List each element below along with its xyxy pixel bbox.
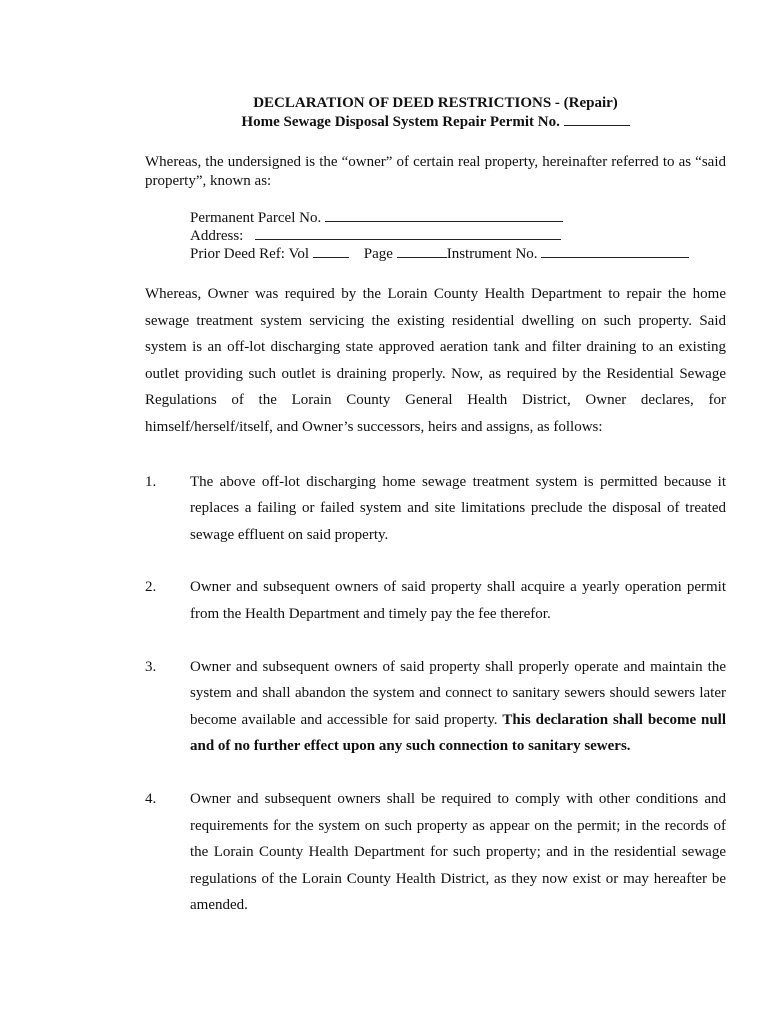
parcel-number-field[interactable] (325, 209, 563, 222)
deed-row (190, 245, 726, 263)
instrument-label: Instrument No. (446, 246, 538, 262)
page-field[interactable] (397, 245, 447, 258)
permit-label: Home Sewage Disposal System Repair Permit No. (241, 114, 560, 130)
document-title (145, 94, 726, 132)
title-line-1: DECLARATION OF DEED RESTRICTIONS - (Repair) (253, 95, 618, 111)
list-item (145, 654, 726, 760)
item-text-container (190, 654, 726, 760)
item-text: Owner and subsequent owners shall be required to comply with other conditions and requirements for the system on such property as appear on the permit; in the records of the Lorain County Health Department for such property; and in the residential sewage regulations of the Lorain County Health District, as they now exist or may hereafter be amended. (190, 790, 726, 914)
list-item (145, 574, 726, 627)
item-number: 1. (145, 473, 157, 490)
list-item (145, 469, 726, 549)
item-text: Owner and subsequent owners of said property shall properly operate and maintain the system and shall abandon the system and connect to sanitary sewers should sewers later become available and accessible for said property. (190, 658, 726, 728)
parcel-row (190, 209, 726, 227)
item-number: 4. (145, 790, 157, 807)
intro-paragraph: Whereas, the undersigned is the “owner” of certain real property, hereinafter referred to as “said property”, known as: (145, 154, 726, 189)
address-field[interactable] (255, 227, 561, 240)
page-label: Page (363, 246, 393, 262)
title-line-2 (145, 113, 726, 132)
deed-vol-label: Prior Deed Ref: Vol (190, 246, 310, 262)
permit-number-field[interactable] (564, 113, 630, 126)
address-label: Address: (190, 228, 244, 244)
address-row (190, 227, 726, 245)
list-item (145, 786, 726, 919)
parcel-label: Permanent Parcel No. (190, 210, 322, 226)
item-bold-text: This declaration shall become null and of no further effect upon any such connection to sanitary sewers. (190, 711, 726, 755)
item-text: Owner and subsequent owners of said property shall acquire a yearly operation permit from the Health Department and timely pay the fee therefor. (190, 579, 726, 622)
item-text: The above off-lot discharging home sewage treatment system is permitted because it replaces a failing or failed system and site limitations preclude the disposal of treated sewage effluent on said property. (190, 473, 726, 543)
item-number: 3. (145, 658, 157, 675)
property-fields (190, 209, 726, 263)
document-page (145, 94, 726, 919)
instrument-field[interactable] (541, 245, 689, 258)
vol-field[interactable] (313, 245, 349, 258)
item-number: 2. (145, 579, 157, 596)
whereas-paragraph: Whereas, Owner was required by the Lorain County Health Department to repair the home sewage treatment system servicing the existing residential dwelling on such property. Said system is an off-lot discharging state approved aeration tank and filter draining to an existing outlet providing such outlet is draining properly. Now, as required by the Residential Sewage Regulations of the Lorain County General Health District, Owner declares, for himself/herself/itself, and Owner’s successors, heirs and assigns, as follows: (145, 286, 726, 435)
